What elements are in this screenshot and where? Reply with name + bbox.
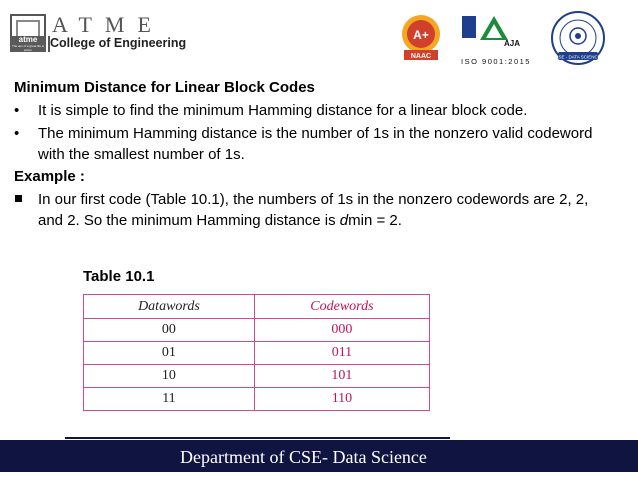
example-italic: d xyxy=(339,212,349,229)
logo-small-text: atme xyxy=(18,35,38,44)
table-row xyxy=(84,319,430,342)
table-row xyxy=(84,342,430,365)
codeword-cell: 000 xyxy=(254,319,429,342)
bullet-item xyxy=(14,100,614,121)
bullet-text: It is simple to find the minimum Hamming distance for a linear block code. xyxy=(38,102,528,119)
dataword-cell: 11 xyxy=(84,388,255,411)
example-bullet xyxy=(14,189,614,231)
dataword-cell: 00 xyxy=(84,319,255,342)
footer-divider xyxy=(65,437,450,439)
bullet-dot-icon: • xyxy=(14,125,20,142)
codeword-cell: 011 xyxy=(254,342,429,365)
bullet-dot-icon: • xyxy=(14,102,20,119)
example-label: Example : xyxy=(14,168,85,185)
aja-label: AJA xyxy=(503,39,521,48)
table-row xyxy=(84,388,430,411)
example-text-part1: In our first code (Table 10.1), the numbers of 1s in the nonzero codewords are 2, 2, and 2. So the minimum Hamming distance is xyxy=(38,191,589,229)
header-codewords: Codewords xyxy=(254,295,429,319)
department-name: Department of CSE- Data Science xyxy=(180,447,427,467)
bullet-text: The minimum Hamming distance is the number of 1s in the nonzero valid codeword with the smallest number of 1s. xyxy=(38,125,593,163)
naac-label: NAAC xyxy=(410,53,432,60)
example-text-part2: min = 2. xyxy=(348,212,402,229)
bullet-item xyxy=(14,123,614,165)
slide-content xyxy=(14,78,614,231)
codeword-cell: 101 xyxy=(254,365,429,388)
square-bullet-icon xyxy=(15,195,22,202)
logo-caption xyxy=(10,36,46,52)
college-name: College of Engineering xyxy=(50,36,187,50)
naac-badge-icon xyxy=(396,12,446,62)
footer-bar xyxy=(0,440,638,472)
table-row xyxy=(84,365,430,388)
codeword-table xyxy=(83,294,430,411)
dataword-cell: 01 xyxy=(84,342,255,365)
header-datawords: Datawords xyxy=(84,295,255,319)
seal-label: CSE - DATA SCIENCE xyxy=(555,54,601,60)
logo-tagline: The aim of a great life is action xyxy=(11,44,44,52)
table-header-row xyxy=(84,295,430,319)
iso-text: ISO 9001:2015 xyxy=(461,57,531,66)
atme-letters: ATME xyxy=(52,12,164,37)
naac-grade: A+ xyxy=(413,28,429,42)
table-title: Table 10.1 xyxy=(83,268,155,285)
iso-certification-icon xyxy=(460,12,532,68)
section-heading: Minimum Distance for Linear Block Codes xyxy=(14,79,315,96)
dataword-cell: 10 xyxy=(84,365,255,388)
department-seal-icon xyxy=(550,10,606,66)
codeword-cell: 110 xyxy=(254,388,429,411)
